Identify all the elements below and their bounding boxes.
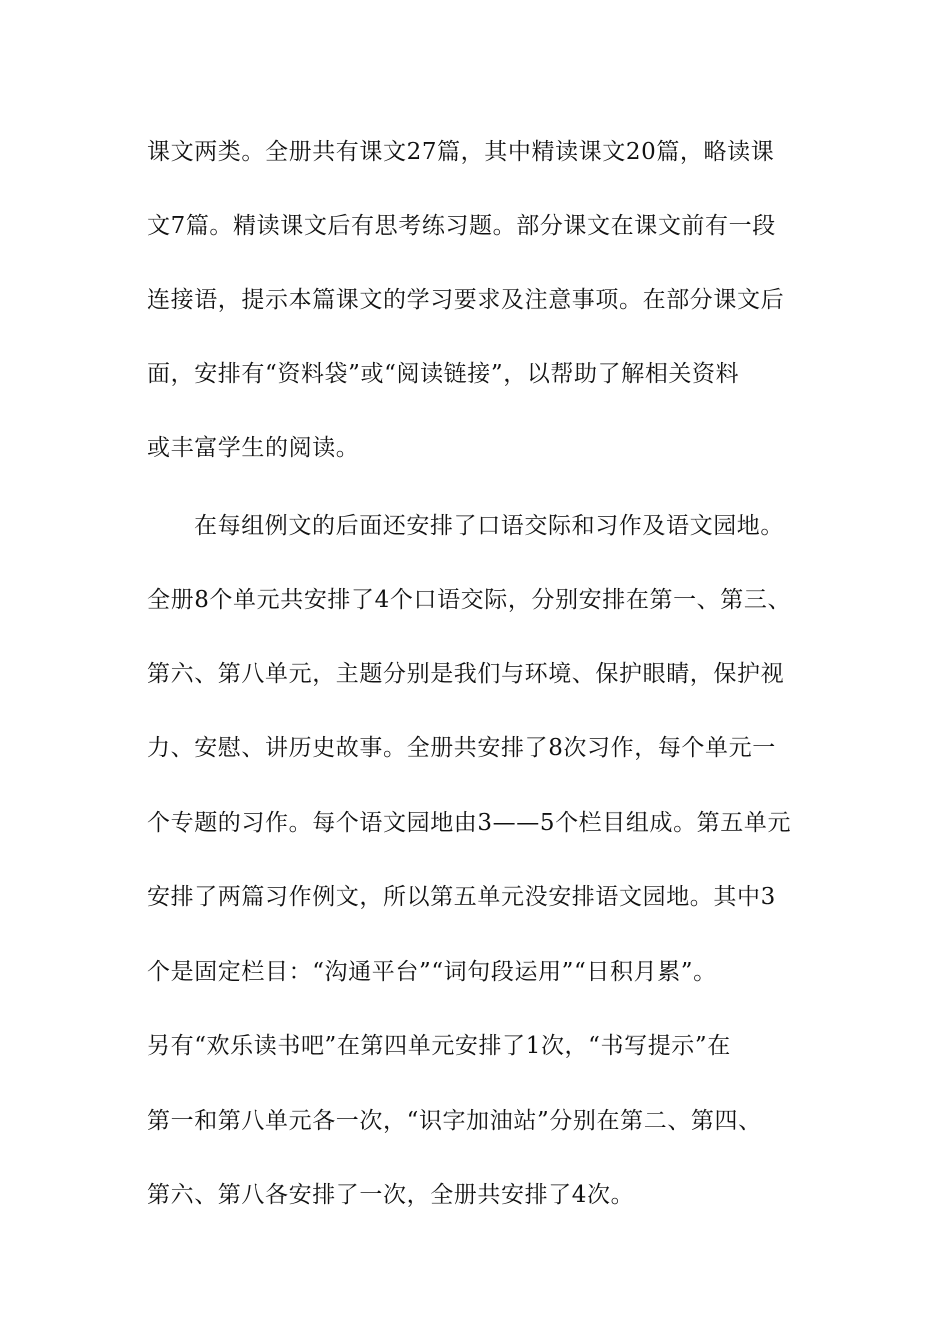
text-line: 个专题的习作。每个语文园地由3——5个栏目组成。第五单元 <box>147 810 792 836</box>
text-line: 或丰富学生的阅读。 <box>147 435 360 461</box>
text-line: 安排了两篇习作例文，所以第五单元没安排语文园地。其中3 <box>147 884 776 910</box>
paragraph-first-line: 在每组例文的后面还安排了口语交际和习作及语文园地。 <box>194 513 784 539</box>
text-line: 第一和第八单元各一次，“识字加油站”分别在第二、第四、 <box>147 1108 762 1134</box>
text-line: 另有“欢乐读书吧”在第四单元安排了1次，“书写提示”在 <box>147 1033 731 1059</box>
text-line: 个是固定栏目：“沟通平台”“词句段运用”“日积月累”。 <box>147 959 717 985</box>
text-line: 文7篇。精读课文后有思考练习题。部分课文在课文前有一段 <box>147 213 776 239</box>
text-line: 面，安排有“资料袋”或“阅读链接”，以帮助了解相关资料 <box>147 361 740 387</box>
text-line: 全册8个单元共安排了4个口语交际，分别安排在第一、第三、 <box>147 587 792 613</box>
text-line: 第六、第八单元，主题分别是我们与环境、保护眼睛，保护视 <box>147 661 785 687</box>
text-line: 连接语，提示本篇课文的学习要求及注意事项。在部分课文后 <box>147 287 785 313</box>
text-line: 第六、第八各安排了一次，全册共安排了4次。 <box>147 1182 635 1208</box>
text-line: 力、安慰、讲历史故事。全册共安排了8次习作，每个单元一 <box>147 735 776 761</box>
text-line: 课文两类。全册共有课文27篇，其中精读课文20篇，略读课 <box>147 139 775 165</box>
